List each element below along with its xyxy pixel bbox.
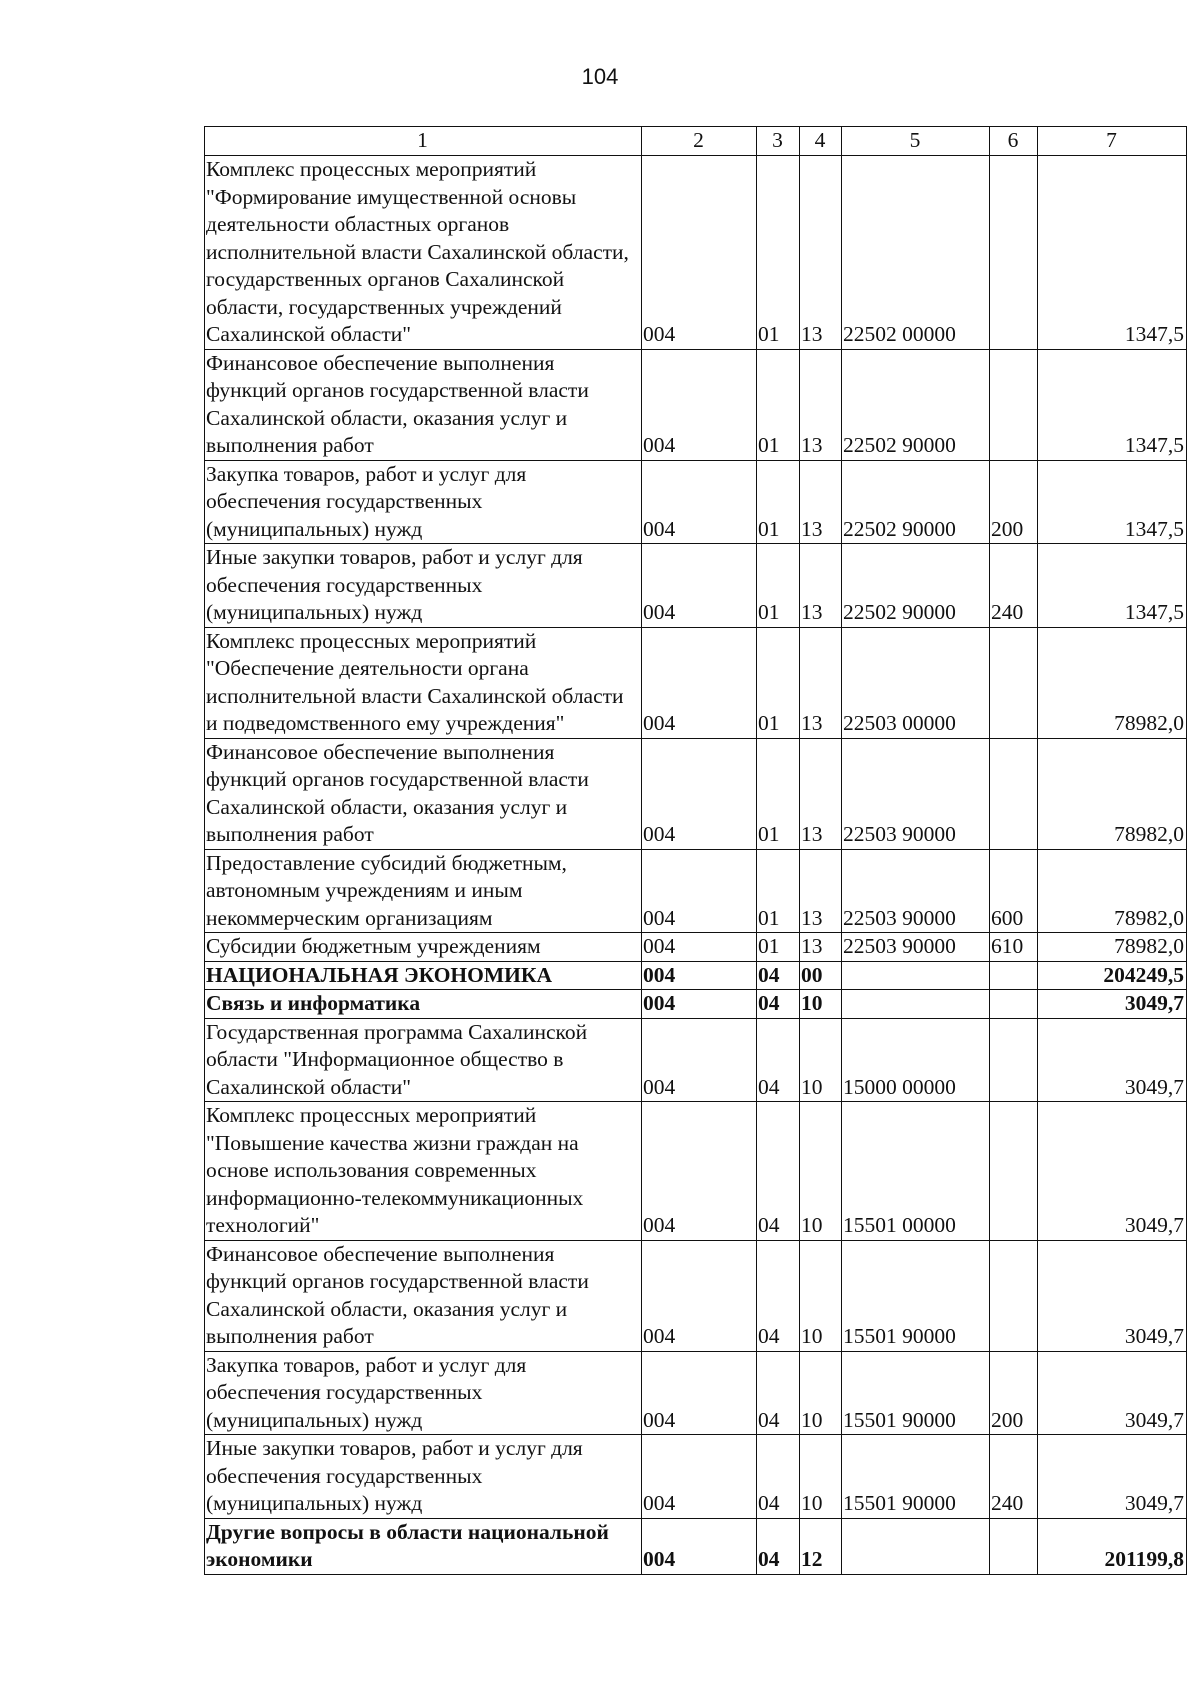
row-name-cell: Иные закупки товаров, работ и услуг для обеспечения государственных (муниципальных) нужд — [205, 1435, 642, 1519]
ministry-code-cell: 004 — [642, 961, 757, 990]
section-code-cell: 01 — [757, 849, 800, 933]
target-article-cell: 15501 90000 — [842, 1435, 990, 1519]
table-row — [205, 156, 1187, 350]
ministry-code-cell: 004 — [642, 849, 757, 933]
amount-cell: 1347,5 — [1038, 544, 1187, 628]
row-name-cell: Субсидии бюджетным учреждениям — [205, 933, 642, 962]
target-article-cell: 22502 00000 — [842, 156, 990, 350]
subsection-code-cell: 12 — [800, 1518, 842, 1574]
table-row — [205, 1240, 1187, 1351]
table-row — [205, 627, 1187, 738]
section-code-cell: 01 — [757, 349, 800, 460]
amount-cell: 78982,0 — [1038, 627, 1187, 738]
subsection-code-cell: 10 — [800, 1435, 842, 1519]
table-row — [205, 1351, 1187, 1435]
target-article-cell — [842, 961, 990, 990]
expense-type-cell: 240 — [990, 544, 1038, 628]
amount-cell: 3049,7 — [1038, 1240, 1187, 1351]
target-article-cell: 15000 00000 — [842, 1018, 990, 1102]
section-code-cell: 01 — [757, 933, 800, 962]
subsection-code-cell: 13 — [800, 460, 842, 544]
row-name-cell: Комплекс процессных мероприятий "Формирование имущественной основы деятельности областных органов исполнительной власти Сахалинской области, государственных органов Сахалинской области, государственных учреждений Сахалинской области" — [205, 156, 642, 350]
expense-type-cell — [990, 1102, 1038, 1241]
section-code-cell: 04 — [757, 1102, 800, 1241]
section-code-cell: 04 — [757, 1518, 800, 1574]
section-code-cell: 01 — [757, 156, 800, 350]
ministry-code-cell: 004 — [642, 1240, 757, 1351]
row-name-cell: Предоставление субсидий бюджетным, автономным учреждениям и иным некоммерческим организациям — [205, 849, 642, 933]
expense-type-cell — [990, 627, 1038, 738]
expense-type-cell — [990, 961, 1038, 990]
ministry-code-cell: 004 — [642, 349, 757, 460]
ministry-code-cell: 004 — [642, 738, 757, 849]
expense-type-cell — [990, 156, 1038, 350]
amount-cell: 78982,0 — [1038, 849, 1187, 933]
section-code-cell: 01 — [757, 544, 800, 628]
row-name-cell: Государственная программа Сахалинской области "Информационное общество в Сахалинской области" — [205, 1018, 642, 1102]
table-row — [205, 961, 1187, 990]
target-article-cell: 22502 90000 — [842, 349, 990, 460]
target-article-cell — [842, 990, 990, 1019]
subsection-code-cell: 10 — [800, 1102, 842, 1241]
row-name-cell: Финансовое обеспечение выполнения функций органов государственной власти Сахалинской области, оказания услуг и выполнения работ — [205, 349, 642, 460]
subsection-code-cell: 00 — [800, 961, 842, 990]
table-row — [205, 1102, 1187, 1241]
target-article-cell: 22502 90000 — [842, 460, 990, 544]
column-number-header: 4 — [800, 127, 842, 156]
target-article-cell — [842, 1518, 990, 1574]
amount-cell: 1347,5 — [1038, 349, 1187, 460]
row-name-cell: Закупка товаров, работ и услуг для обеспечения государственных (муниципальных) нужд — [205, 1351, 642, 1435]
subsection-code-cell: 13 — [800, 849, 842, 933]
ministry-code-cell: 004 — [642, 544, 757, 628]
table-row — [205, 1435, 1187, 1519]
subsection-code-cell: 13 — [800, 156, 842, 350]
ministry-code-cell: 004 — [642, 1435, 757, 1519]
section-code-cell: 01 — [757, 738, 800, 849]
target-article-cell: 22503 90000 — [842, 738, 990, 849]
table-row — [205, 933, 1187, 962]
row-name-cell: Связь и информатика — [205, 990, 642, 1019]
subsection-code-cell: 13 — [800, 627, 842, 738]
amount-cell: 3049,7 — [1038, 1435, 1187, 1519]
expense-type-cell — [990, 349, 1038, 460]
row-name-cell: НАЦИОНАЛЬНАЯ ЭКОНОМИКА — [205, 961, 642, 990]
subsection-code-cell: 10 — [800, 1018, 842, 1102]
row-name-cell: Финансовое обеспечение выполнения функций органов государственной власти Сахалинской области, оказания услуг и выполнения работ — [205, 738, 642, 849]
column-number-header: 7 — [1038, 127, 1187, 156]
page-number: 104 — [581, 64, 619, 89]
row-name-cell: Иные закупки товаров, работ и услуг для обеспечения государственных (муниципальных) нужд — [205, 544, 642, 628]
section-code-cell: 01 — [757, 460, 800, 544]
column-number-header: 1 — [205, 127, 642, 156]
ministry-code-cell: 004 — [642, 1351, 757, 1435]
column-number-header: 6 — [990, 127, 1038, 156]
expense-type-cell — [990, 990, 1038, 1019]
section-code-cell: 04 — [757, 1435, 800, 1519]
section-code-cell: 04 — [757, 990, 800, 1019]
column-number-header: 3 — [757, 127, 800, 156]
table-row — [205, 849, 1187, 933]
section-code-cell: 04 — [757, 961, 800, 990]
expense-type-cell: 600 — [990, 849, 1038, 933]
budget-table — [204, 126, 1187, 1575]
subsection-code-cell: 13 — [800, 544, 842, 628]
section-code-cell: 01 — [757, 627, 800, 738]
subsection-code-cell: 13 — [800, 349, 842, 460]
row-name-cell: Закупка товаров, работ и услуг для обеспечения государственных (муниципальных) нужд — [205, 460, 642, 544]
column-number-header: 2 — [642, 127, 757, 156]
amount-cell: 78982,0 — [1038, 933, 1187, 962]
table-row — [205, 349, 1187, 460]
ministry-code-cell: 004 — [642, 460, 757, 544]
expense-type-cell: 200 — [990, 1351, 1038, 1435]
target-article-cell: 22503 90000 — [842, 849, 990, 933]
table-row — [205, 460, 1187, 544]
amount-cell: 3049,7 — [1038, 1351, 1187, 1435]
target-article-cell: 15501 00000 — [842, 1102, 990, 1241]
expense-type-cell: 200 — [990, 460, 1038, 544]
ministry-code-cell: 004 — [642, 1518, 757, 1574]
target-article-cell: 22503 00000 — [842, 627, 990, 738]
expense-type-cell — [990, 738, 1038, 849]
ministry-code-cell: 004 — [642, 627, 757, 738]
amount-cell: 78982,0 — [1038, 738, 1187, 849]
table-row — [205, 1518, 1187, 1574]
row-name-cell: Финансовое обеспечение выполнения функций органов государственной власти Сахалинской области, оказания услуг и выполнения работ — [205, 1240, 642, 1351]
ministry-code-cell: 004 — [642, 1102, 757, 1241]
expense-type-cell — [990, 1518, 1038, 1574]
column-number-header: 5 — [842, 127, 990, 156]
table-row — [205, 544, 1187, 628]
column-number-row — [205, 127, 1187, 156]
amount-cell: 201199,8 — [1038, 1518, 1187, 1574]
row-name-cell: Комплекс процессных мероприятий "Обеспечение деятельности органа исполнительной власти Сахалинской области и подведомственного ему учреждения" — [205, 627, 642, 738]
amount-cell: 3049,7 — [1038, 1018, 1187, 1102]
subsection-code-cell: 13 — [800, 933, 842, 962]
expense-type-cell: 610 — [990, 933, 1038, 962]
table-row — [205, 990, 1187, 1019]
row-name-cell: Комплекс процессных мероприятий "Повышение качества жизни граждан на основе использования современных информационно-телекоммуникационных технологий" — [205, 1102, 642, 1241]
subsection-code-cell: 10 — [800, 1351, 842, 1435]
subsection-code-cell: 10 — [800, 1240, 842, 1351]
subsection-code-cell: 10 — [800, 990, 842, 1019]
table-row — [205, 738, 1187, 849]
target-article-cell: 22502 90000 — [842, 544, 990, 628]
ministry-code-cell: 004 — [642, 1018, 757, 1102]
amount-cell: 3049,7 — [1038, 1102, 1187, 1241]
section-code-cell: 04 — [757, 1018, 800, 1102]
ministry-code-cell: 004 — [642, 990, 757, 1019]
expense-type-cell — [990, 1240, 1038, 1351]
row-name-cell: Другие вопросы в области национальной экономики — [205, 1518, 642, 1574]
section-code-cell: 04 — [757, 1240, 800, 1351]
ministry-code-cell: 004 — [642, 156, 757, 350]
target-article-cell: 22503 90000 — [842, 933, 990, 962]
expense-type-cell — [990, 1018, 1038, 1102]
ministry-code-cell: 004 — [642, 933, 757, 962]
amount-cell: 3049,7 — [1038, 990, 1187, 1019]
subsection-code-cell: 13 — [800, 738, 842, 849]
section-code-cell: 04 — [757, 1351, 800, 1435]
amount-cell: 1347,5 — [1038, 156, 1187, 350]
amount-cell: 204249,5 — [1038, 961, 1187, 990]
amount-cell: 1347,5 — [1038, 460, 1187, 544]
target-article-cell: 15501 90000 — [842, 1240, 990, 1351]
table-row — [205, 1018, 1187, 1102]
target-article-cell: 15501 90000 — [842, 1351, 990, 1435]
expense-type-cell: 240 — [990, 1435, 1038, 1519]
